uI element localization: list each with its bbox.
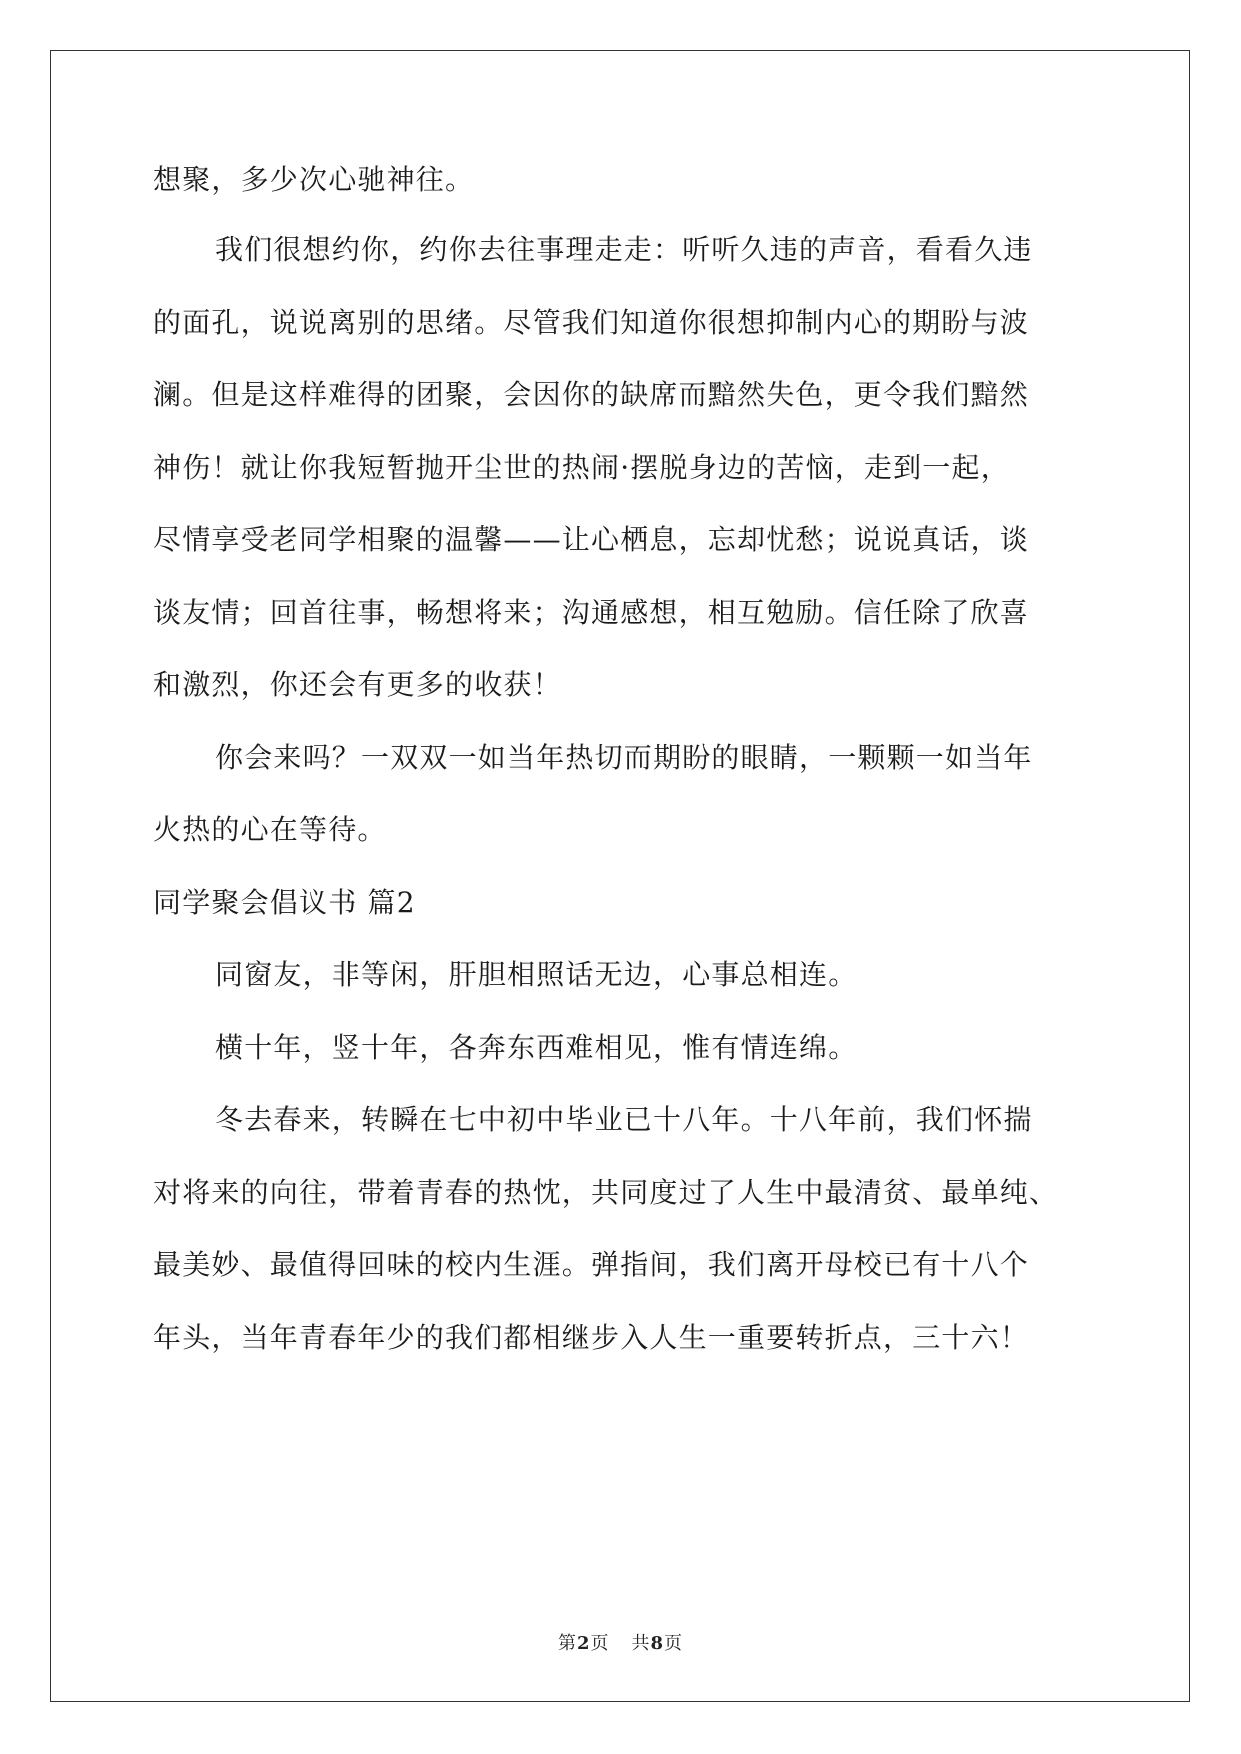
text-line: 澜。但是这样难得的团聚，会因你的缺席而黯然失色，更令我们黯然 bbox=[153, 378, 1030, 411]
text-line: 想聚，多少次心驰神往。 bbox=[153, 163, 475, 196]
paragraph-start-line: 我们很想约你，约你去往事理走走：听听久违的声音，看看久违 bbox=[215, 233, 1033, 266]
text-line: 和激烈，你还会有更多的收获！ bbox=[153, 668, 562, 701]
text-line: 神伤！就让你我短暂抛开尘世的热闹·摆脱身边的苦恼，走到一起， bbox=[153, 451, 1010, 484]
text-line: 最美妙、最值得回味的校内生涯。弹指间，我们离开母校已有十八个 bbox=[153, 1248, 1030, 1281]
page-unit: 页 bbox=[590, 1633, 610, 1654]
total-page-number: 8 bbox=[650, 1633, 665, 1654]
page-prefix: 第 bbox=[557, 1633, 577, 1654]
text-line: 火热的心在等待。 bbox=[153, 813, 387, 846]
text-line: 谈友情；回首往事，畅想将来；沟通感想，相互勉励。信任除了欣喜 bbox=[153, 596, 1030, 629]
page-border bbox=[50, 50, 1190, 1702]
total-unit: 页 bbox=[664, 1633, 684, 1654]
text-line: 年头，当年青春年少的我们都相继步入人生一重要转折点，三十六！ bbox=[153, 1321, 1030, 1354]
paragraph-start-line: 横十年，竖十年，各奔东西难相见，惟有情连绵。 bbox=[215, 1031, 858, 1064]
text-line: 对将来的向往，带着青春的热忱，共同度过了人生中最清贫、最单纯、 bbox=[153, 1176, 1059, 1209]
total-prefix: 共 bbox=[631, 1633, 651, 1654]
page-footer bbox=[0, 1632, 1241, 1656]
text-line: 尽情享受老同学相聚的温馨——让心栖息，忘却忧愁；说说真话，谈 bbox=[153, 523, 1030, 556]
section-heading: 同学聚会倡议书 篇2 bbox=[153, 886, 416, 919]
text-line: 的面孔，说说离别的思绪。尽管我们知道你很想抑制内心的期盼与波 bbox=[153, 306, 1030, 339]
paragraph-start-line: 同窗友，非等闲，肝胆相照话无边，心事总相连。 bbox=[215, 958, 858, 991]
paragraph-start-line: 你会来吗？一双双一如当年热切而期盼的眼睛，一颗颗一如当年 bbox=[215, 741, 1033, 774]
current-page-number: 2 bbox=[576, 1633, 591, 1654]
paragraph-start-line: 冬去春来，转瞬在七中初中毕业已十八年。十八年前，我们怀揣 bbox=[215, 1103, 1033, 1136]
